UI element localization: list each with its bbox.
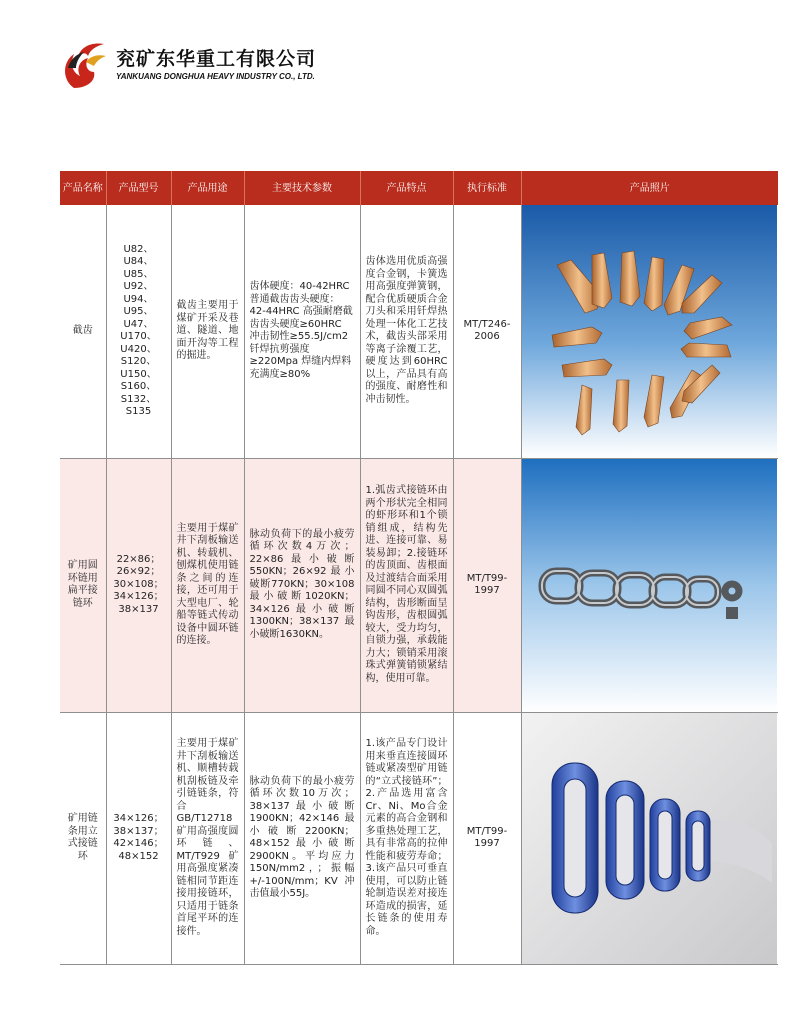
header-features: 产品特点 — [360, 171, 453, 205]
header-model: 产品型号 — [106, 171, 171, 205]
product-standard: MT/T246-2006 — [453, 205, 521, 458]
company-name-en: YANKUANG DONGHUA HEAVY INDUSTRY CO., LTD. — [116, 72, 315, 81]
header-params: 主要技术参数 — [244, 171, 360, 205]
table-row — [60, 458, 778, 712]
cutting-bits-photo — [522, 205, 777, 457]
product-photo-cell — [521, 205, 778, 458]
header-usage: 产品用途 — [171, 171, 244, 205]
flat-connecting-links-photo — [522, 459, 777, 712]
product-name: 矿用链条用立式接链环 — [60, 712, 106, 964]
product-params: 齿体硬度：40-42HRC 普通截齿齿头硬度：42-44HRC 高强耐磨截齿齿头硬度≥60HRC 冲击韧性≥55.5J/cm2 钎焊抗剪强度≥220Mpa 焊缝内焊料充满度≥80% — [244, 205, 360, 458]
product-params: 脉动负荷下的最小疲劳循环次数4万次；22×86最小破断550KN；26×92最小破断770KN；30×108最小破断1020KN；34×126最小破断1300KN；38×137最小破断1630KN。 — [244, 458, 360, 712]
company-header — [60, 38, 360, 98]
product-usage: 主要用于煤矿井下刮板输送机、转载机、刨煤机使用链条之间的连接，还可用于大型电厂、轮船等链式传动设备中圆环链的连接。 — [171, 458, 244, 712]
product-models: 34×126；38×137；42×146；48×152 — [106, 712, 171, 964]
product-models: 22×86；26×92；30×108；34×126；38×137 — [106, 458, 171, 712]
header-photo: 产品照片 — [521, 171, 778, 205]
product-photo-cell — [521, 458, 778, 712]
table-header-row — [60, 171, 778, 205]
product-params: 脉动负荷下的最小疲劳循环次数10万次；38×137最小破断1900KN；42×146最小破断2200KN；48×152最小破断2900KN。平均应力150N/mm2，；振幅+/-100N/mm；KV冲击值最小55J。 — [244, 712, 360, 964]
product-models: U82、U84、U85、U92、U94、U95、U47、U170、U420、S120、U150、S160、S132、S135 — [106, 205, 171, 458]
table-row — [60, 712, 778, 964]
product-features: 齿体选用优质高强度合金钢，卡簧选用高强度弹簧钢，配合优质硬质合金刀头和采用钎焊热处理一体化工艺技术，截齿头部采用等离子涂覆工艺，硬度达到60HRC以上，产品具有高的强度、耐磨性和冲击韧性。 — [360, 205, 453, 458]
header-name: 产品名称 — [60, 171, 106, 205]
company-logo-icon — [60, 38, 108, 90]
product-usage: 截齿主要用于煤矿开采及巷道、隧道、地面开沟等工程的掘进。 — [171, 205, 244, 458]
company-name-cn: 兖矿东华重工有限公司 — [116, 48, 317, 70]
product-features: 1.该产品专门设计用来垂直连接圆环链或紧凑型矿用链的“立式接链环”；2.产品选用富含Cr、Ni、Mo合金元素的高合金钢和多重热处理工艺，具有非常高的拉伸性能和疲劳寿命；3.该产品只可垂直使用，可以防止链轮制造误差对接连环造成的损害，延长链条的使用寿命。 — [360, 712, 453, 964]
product-usage: 主要用于煤矿井下刮板输送机、顺槽转载机刮板链及牵引链链条，符合GB/T12718矿用高强度圆环链、MT/T929矿用高强度紧凑链相同节距连接用接链环，只适用于链条首尾平环的连接件。 — [171, 712, 244, 964]
product-spec-table — [60, 171, 778, 965]
product-standard: MT/T99-1997 — [453, 458, 521, 712]
product-features: 1.弧齿式接链环由两个形状完全相同的虾形环和1个锁销组成，结构先进、连接可靠、易装易卸；2.接链环的齿顶面、齿根面及过渡结合面采用同圆不同心双圆弧结构，齿形断面呈钩齿形，齿根圆弧较大，受力均匀，自锁力强，承载能力大；锁销采用滚珠式弹簧销锁紧结构，使用可靠。 — [360, 458, 453, 712]
product-name: 截齿 — [60, 205, 106, 458]
product-name: 矿用圆环链用扁平接链环 — [60, 458, 106, 712]
vertical-connecting-links-photo — [522, 713, 777, 964]
product-standard: MT/T99-1997 — [453, 712, 521, 964]
product-photo-cell — [521, 712, 778, 964]
header-standard: 执行标准 — [453, 171, 521, 205]
table-row — [60, 205, 778, 458]
